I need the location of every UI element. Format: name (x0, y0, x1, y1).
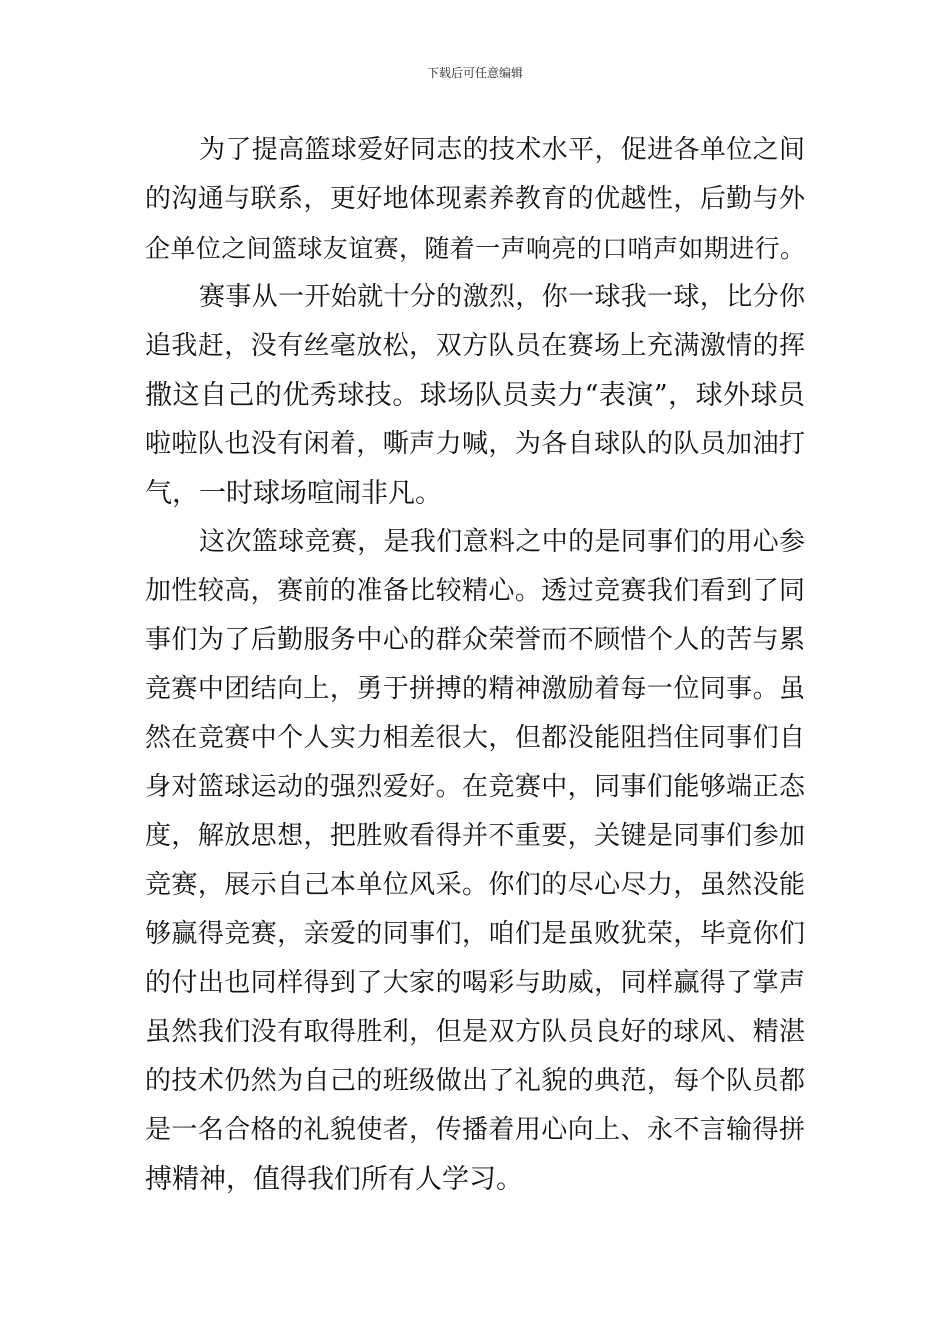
paragraph-3-line-11: 虽然我们没有取得胜利，但是双方队员良好的球风、精湛 (145, 1017, 805, 1047)
paragraph-3-line-1: 这次篮球竞赛，是我们意料之中的是同事们的用心参 (199, 527, 805, 557)
paragraph-3-line-3: 事们为了后勤服务中心的群众荣誉而不顾惜个人的苦与累 (145, 625, 805, 655)
paragraph-3-line-7: 度，解放思想，把胜败看得并不重要，关键是同事们参加 (145, 821, 805, 851)
paragraph-2-line-5: 气，一时球场喧闹非凡。 (145, 478, 442, 509)
paragraph-3-line-2: 加性较高，赛前的准备比较精心。透过竞赛我们看到了同 (145, 576, 805, 606)
document-body (145, 126, 805, 1204)
paragraph-2-line-1: 赛事从一开始就十分的激烈，你一球我一球，比分你 (199, 282, 805, 312)
paragraph-2-line-3: 撒这自己的优秀球技。球场队员卖力“表演”，球外球员 (145, 380, 805, 411)
paragraph-1-line-2: 的沟通与联系，更好地体现素养教育的优越性，后勤与外 (145, 184, 805, 214)
paragraph-3-line-8: 竞赛，展示自己本单位风采。你们的尽心尽力，虽然没能 (145, 870, 805, 900)
paragraph-1-line-3: 企单位之间篮球友谊赛，随着一声响亮的口哨声如期进行。 (145, 234, 805, 263)
paragraph-3-line-5: 然在竞赛中个人实力相差很大，但都没能阻挡住同事们自 (145, 723, 805, 753)
paragraph-3-line-12: 的技术仍然为自己的班级做出了礼貌的典范，每个队员都 (145, 1066, 805, 1096)
paragraph-3-line-14: 搏精神，值得我们所有人学习。 (145, 1164, 523, 1195)
paragraph-3-line-9: 够赢得竞赛，亲爱的同事们，咱们是虽败犹荣，毕竟你们 (145, 919, 805, 949)
paragraph-3-line-10: 的付出也同样得到了大家的喝彩与助威，同样赢得了掌声 (145, 968, 805, 998)
paragraph-3-line-4: 竞赛中团结向上，勇于拼搏的精神激励着每一位同事。虽 (145, 674, 805, 704)
header-note: 下载后可任意编辑 (426, 66, 523, 80)
paragraph-1-line-1: 为了提高篮球爱好同志的技术水平，促进各单位之间 (199, 135, 805, 165)
paragraph-3-line-13: 是一名合格的礼貌使者，传播着用心向上、永不言输得拼 (145, 1115, 805, 1145)
paragraph-2-line-2: 追我赶，没有丝毫放松，双方队员在赛场上充满激情的挥 (145, 331, 805, 361)
paragraph-3-line-6: 身对篮球运动的强烈爱好。在竞赛中，同事们能够端正态 (145, 772, 805, 802)
paragraph-2-line-4: 啦啦队也没有闲着，嘶声力喊，为各自球队的队员加油打 (145, 429, 805, 459)
